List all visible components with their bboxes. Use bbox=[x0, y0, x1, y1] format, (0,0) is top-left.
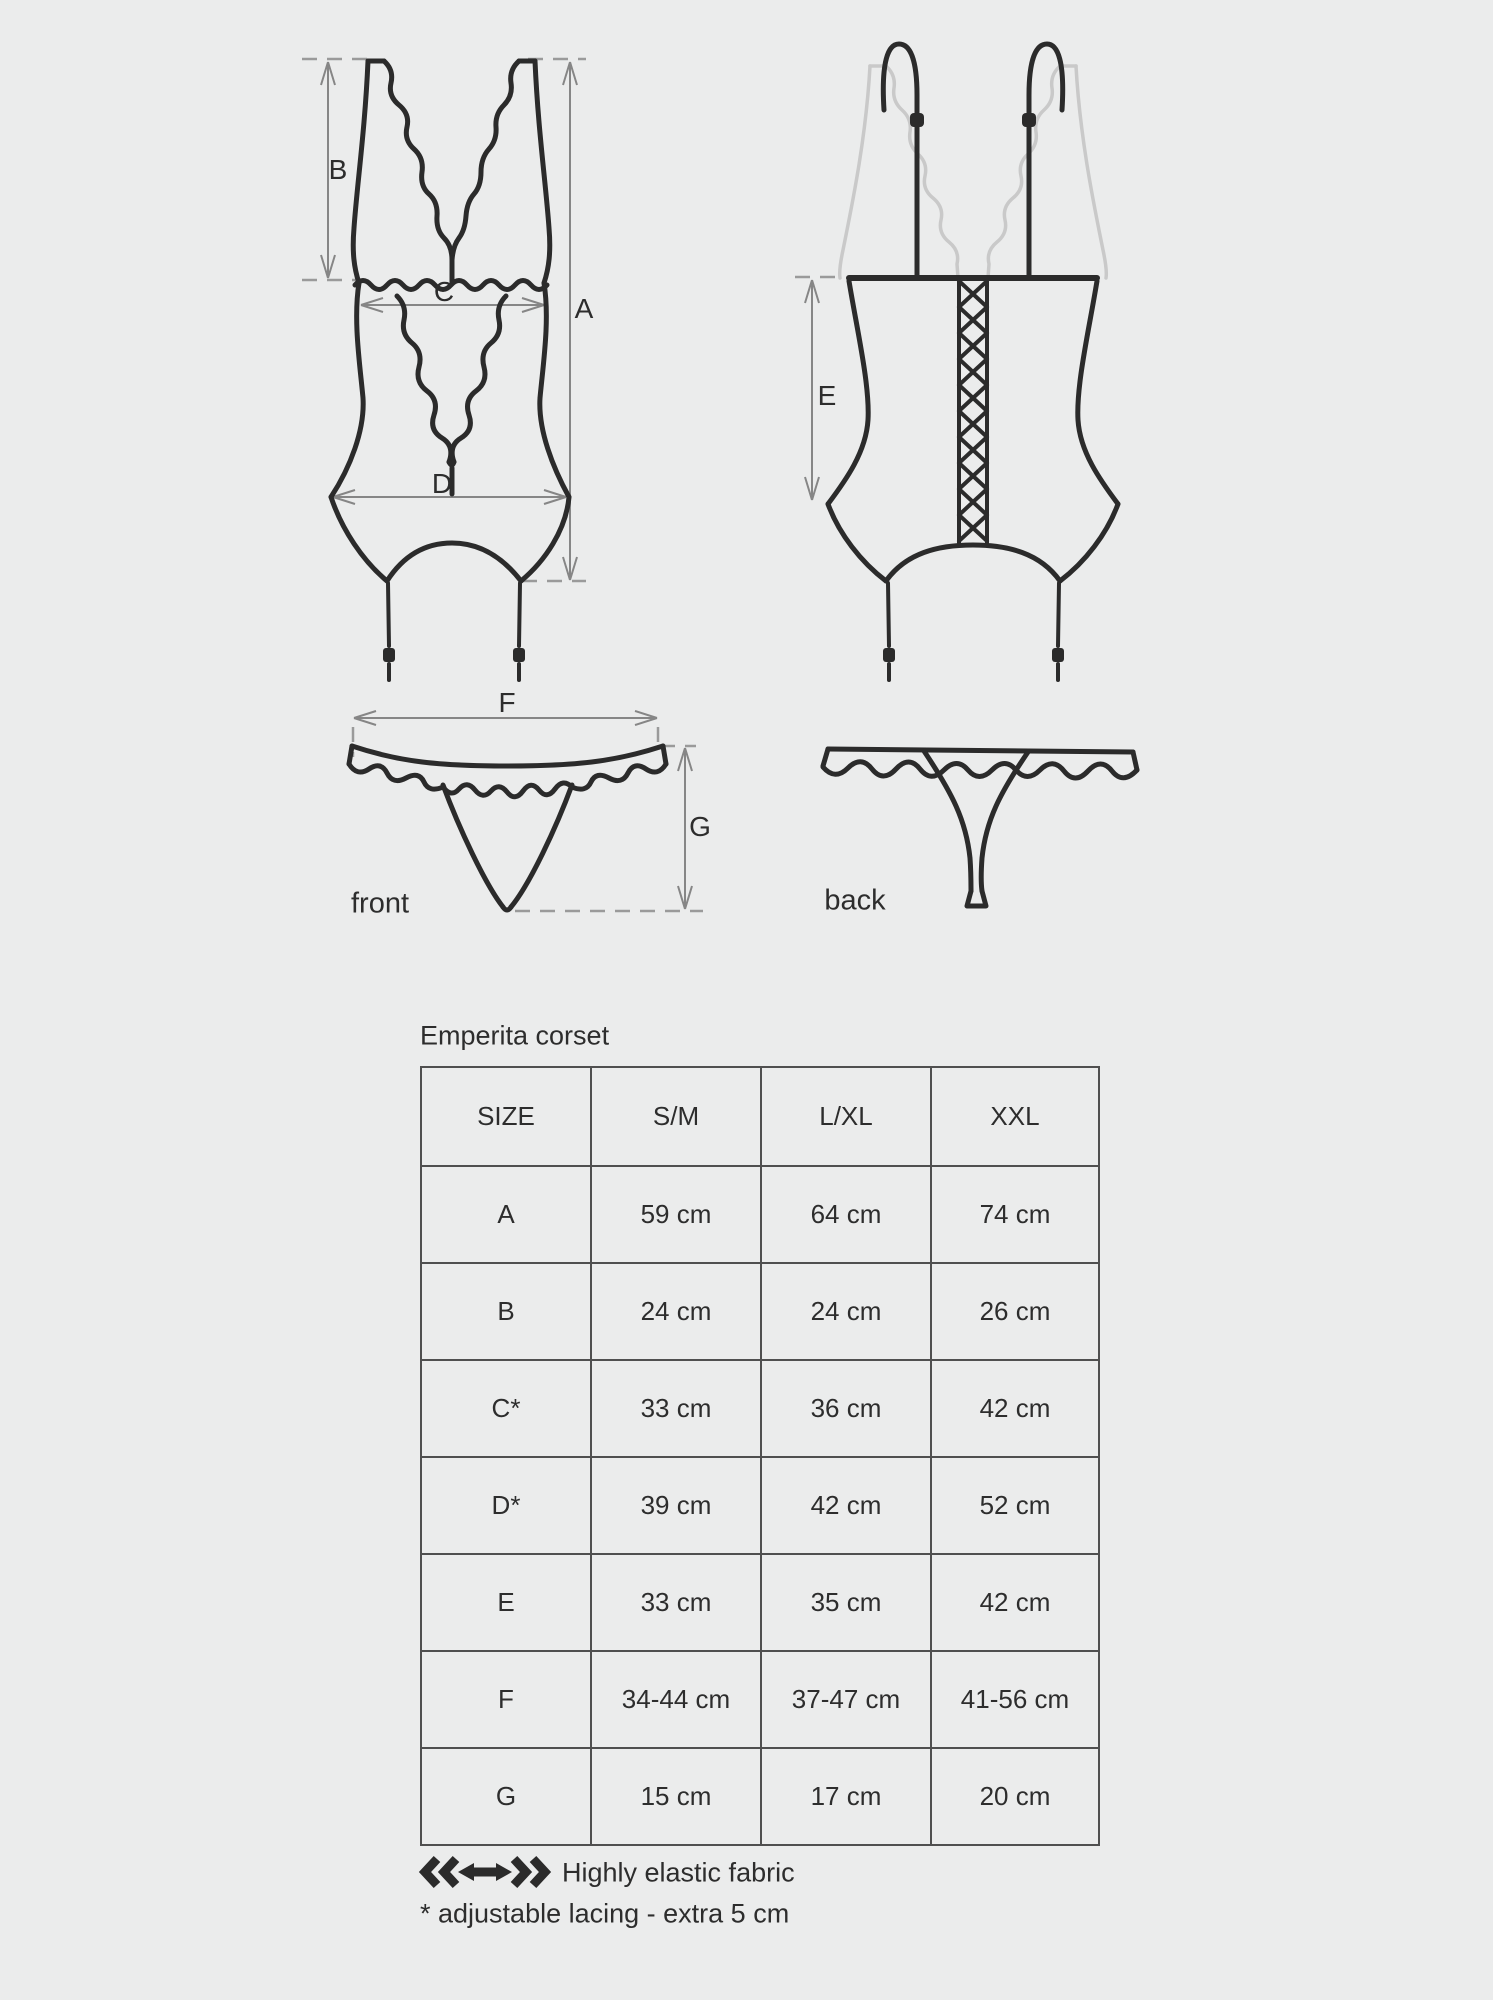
table-row bbox=[422, 1456, 1098, 1553]
elastic-stretch-arrows-icon bbox=[425, 1859, 545, 1885]
thong-back-diagram bbox=[823, 749, 1137, 906]
row-label-cell: G bbox=[495, 1781, 517, 1811]
table-row bbox=[422, 1262, 1098, 1359]
ghost-front-outline bbox=[840, 66, 1107, 278]
table-row bbox=[422, 1359, 1098, 1456]
garter-straps-back bbox=[883, 583, 1064, 680]
row-label-cell: C* bbox=[491, 1393, 521, 1423]
garter-straps-front bbox=[383, 583, 525, 680]
table-header-cell: S/M bbox=[590, 1068, 760, 1165]
table-header-cell: XXL bbox=[930, 1068, 1098, 1165]
table-cell: 26 cm bbox=[930, 1264, 1098, 1359]
table-row bbox=[422, 1747, 1098, 1844]
table-header-cell: L/XL bbox=[760, 1068, 930, 1165]
dimension-label-g: G bbox=[689, 811, 711, 842]
row-label-cell: D* bbox=[491, 1490, 521, 1520]
table-cell: 34-44 cm bbox=[590, 1652, 760, 1747]
table-cell: 33 cm bbox=[590, 1555, 760, 1650]
table-cell: 41-56 cm bbox=[930, 1652, 1098, 1747]
table-cell: 15 cm bbox=[590, 1749, 760, 1844]
dimension-label-c: C bbox=[433, 276, 455, 307]
dimension-label-d: D bbox=[431, 468, 453, 499]
table-cell: 64 cm bbox=[760, 1167, 930, 1262]
table-cell: 35 cm bbox=[760, 1555, 930, 1650]
table-cell: 20 cm bbox=[930, 1749, 1098, 1844]
row-label-cell: A bbox=[497, 1199, 515, 1229]
corset-back-diagram bbox=[795, 44, 1118, 680]
dimension-label-b: B bbox=[328, 154, 348, 185]
adjustable-lacing-note: * adjustable lacing - extra 5 cm bbox=[420, 1898, 790, 1929]
dimension-label-e: E bbox=[817, 380, 837, 411]
thong-front-diagram bbox=[349, 711, 703, 911]
dimension-label-f: F bbox=[498, 687, 516, 718]
dimension-label-a: A bbox=[574, 293, 594, 324]
table-cell: 17 cm bbox=[760, 1749, 930, 1844]
table-cell: 42 cm bbox=[930, 1555, 1098, 1650]
table-cell: 52 cm bbox=[930, 1458, 1098, 1553]
front-view-label: front bbox=[350, 887, 410, 920]
table-cell: 42 cm bbox=[760, 1458, 930, 1553]
row-label-cell: B bbox=[497, 1296, 515, 1326]
table-cell: 33 cm bbox=[590, 1361, 760, 1456]
table-cell: 74 cm bbox=[930, 1167, 1098, 1262]
size-table bbox=[420, 1066, 1100, 1846]
table-header-row bbox=[422, 1068, 1098, 1165]
corset-front-diagram bbox=[302, 59, 586, 680]
row-label-cell: F bbox=[498, 1684, 514, 1714]
table-cell: 24 cm bbox=[760, 1264, 930, 1359]
table-cell: 42 cm bbox=[930, 1361, 1098, 1456]
table-title: Emperita corset bbox=[420, 1020, 610, 1051]
table-row bbox=[422, 1650, 1098, 1747]
table-cell: 59 cm bbox=[590, 1167, 760, 1262]
table-header-cell: SIZE bbox=[477, 1101, 535, 1131]
table-cell: 37-47 cm bbox=[760, 1652, 930, 1747]
dimension-lines-front-corset bbox=[302, 59, 586, 581]
lace-up-braid bbox=[959, 281, 987, 543]
back-view-label: back bbox=[824, 884, 886, 917]
table-cell: 24 cm bbox=[590, 1264, 760, 1359]
elastic-fabric-note: Highly elastic fabric bbox=[562, 1857, 795, 1888]
table-cell: 36 cm bbox=[760, 1361, 930, 1456]
table-row bbox=[422, 1553, 1098, 1650]
table-row bbox=[422, 1165, 1098, 1262]
row-label-cell: E bbox=[497, 1587, 515, 1617]
table-cell: 39 cm bbox=[590, 1458, 760, 1553]
